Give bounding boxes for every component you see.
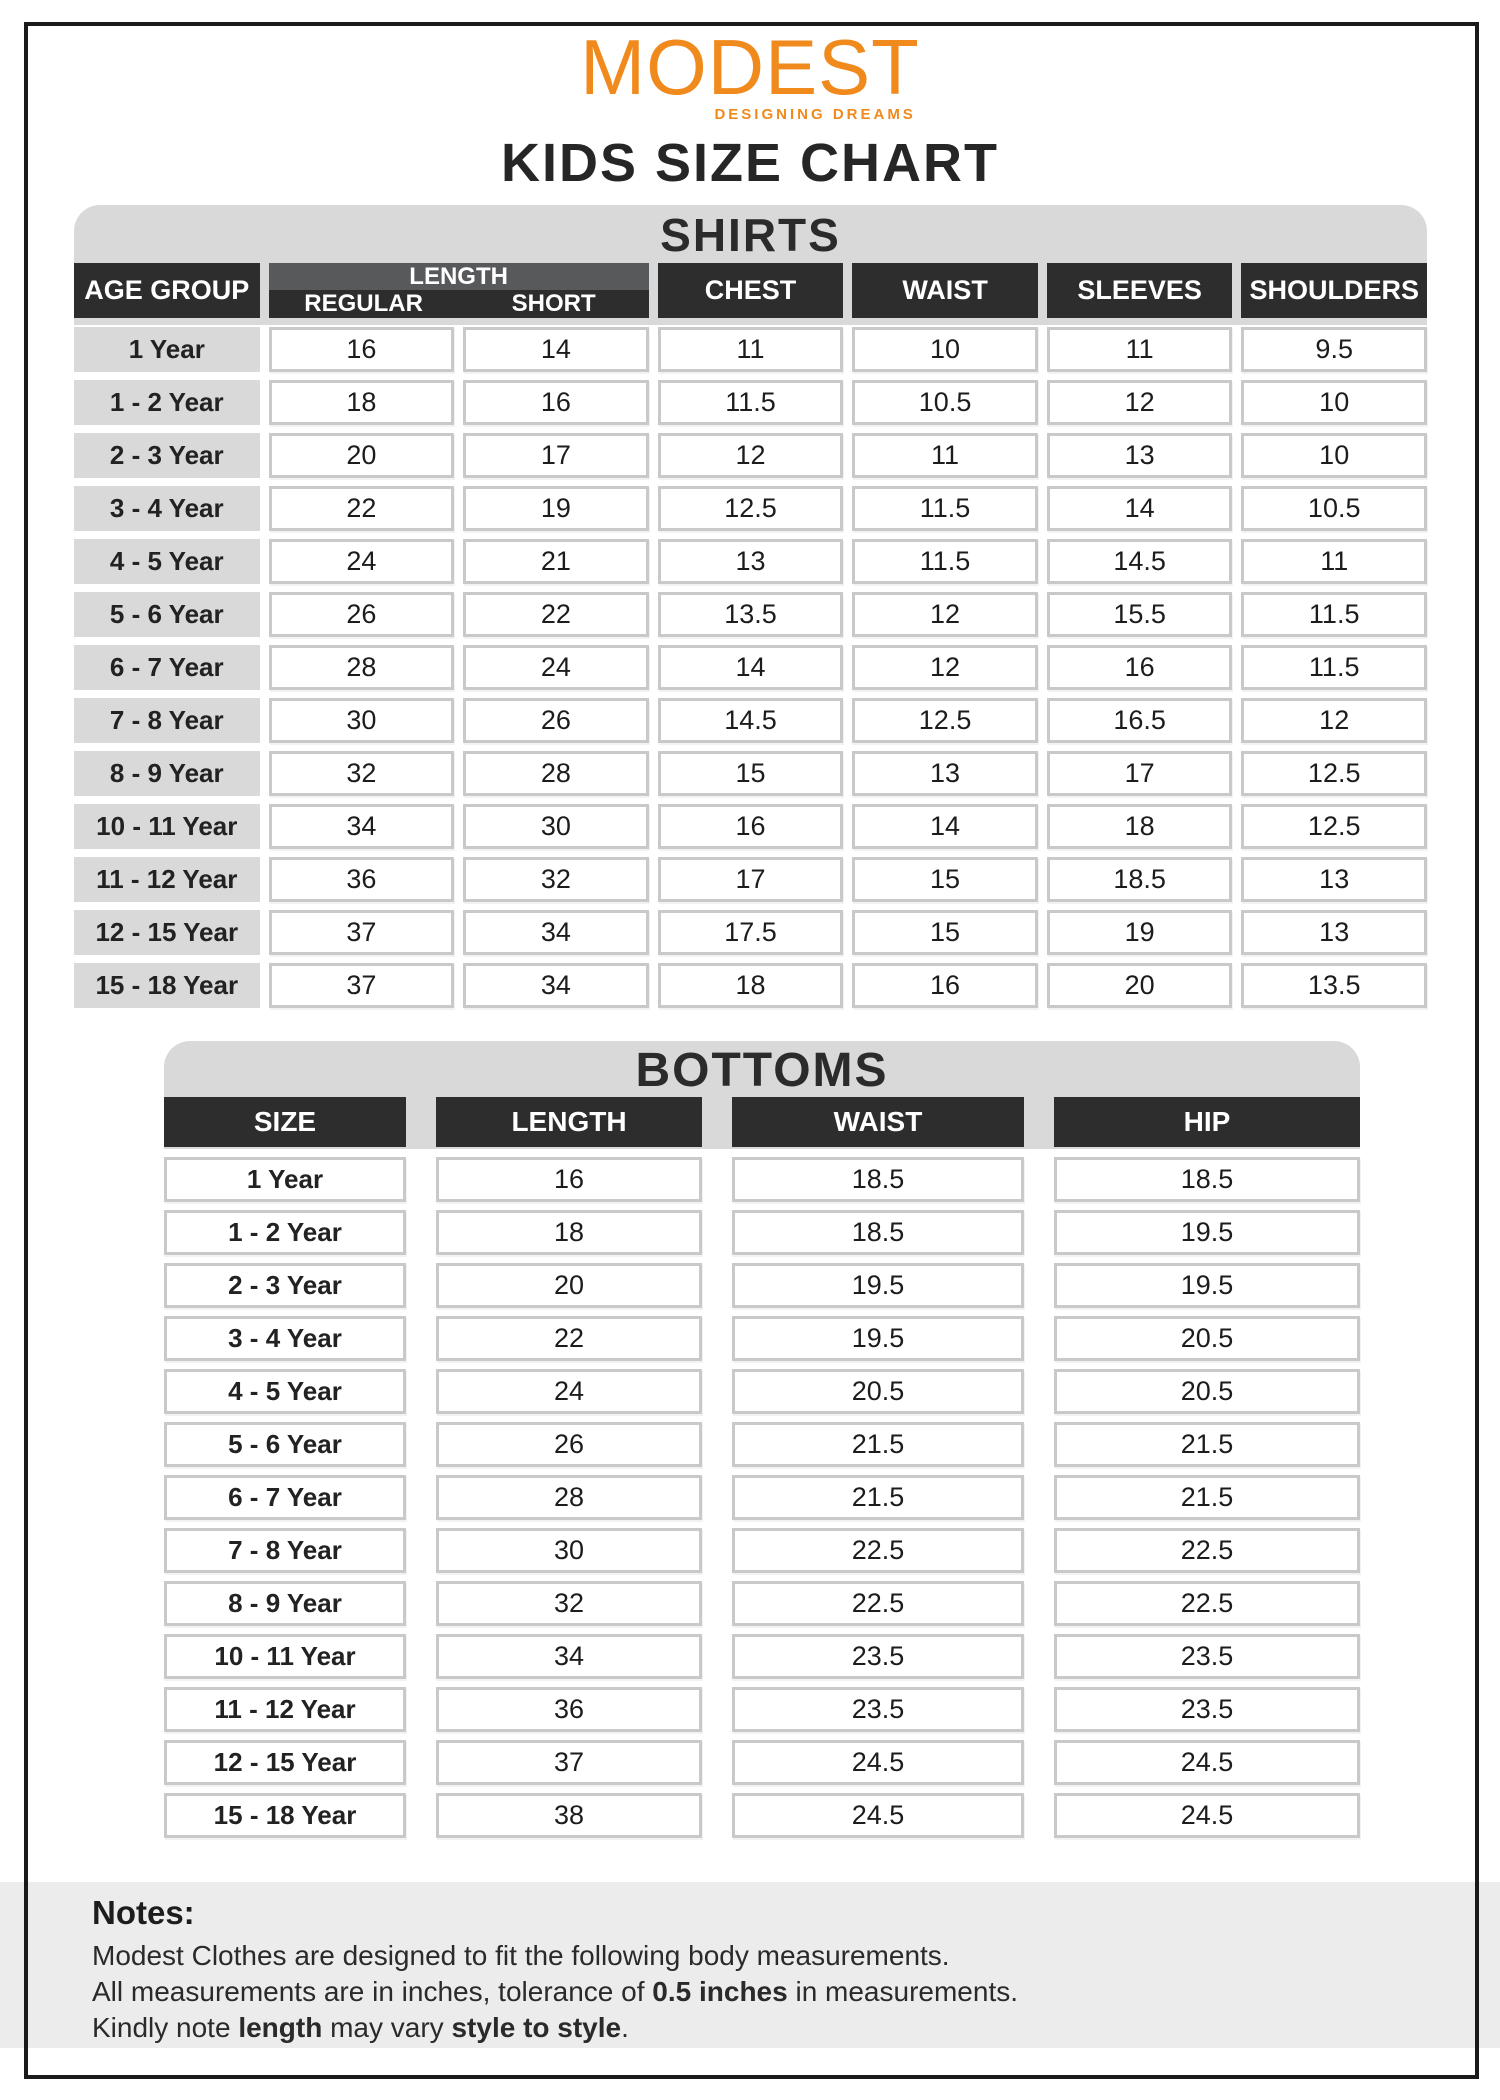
shirts-shoulders-cell: 10.5 <box>1241 486 1427 531</box>
bottoms-waist-cell: 18.5 <box>732 1210 1024 1255</box>
shirts-shoulders-cell: 11.5 <box>1241 592 1427 637</box>
shirts-regular-cell: 26 <box>269 592 455 637</box>
shirts-sleeves-cell: 16 <box>1047 645 1233 690</box>
shirts-short-cell: 14 <box>463 327 649 372</box>
shirts-waist-cell: 12 <box>852 645 1038 690</box>
shirts-regular-cell: 20 <box>269 433 455 478</box>
shirts-sleeves-cell: 19 <box>1047 910 1233 955</box>
bottoms-hip-cell: 24.5 <box>1054 1793 1360 1838</box>
bottoms-col-hip: HIP <box>1054 1097 1360 1147</box>
shirts-chest-cell: 16 <box>658 804 844 849</box>
bottoms-hip-cell: 22.5 <box>1054 1581 1360 1626</box>
bottoms-hip-cell: 23.5 <box>1054 1687 1360 1732</box>
bottoms-length-cell: 36 <box>436 1687 702 1732</box>
shirts-row <box>74 804 1427 849</box>
shirts-waist-cell: 12 <box>852 592 1038 637</box>
shirts-col-age-group: AGE GROUP <box>74 263 260 318</box>
shirts-waist-cell: 10.5 <box>852 380 1038 425</box>
shirts-regular-cell: 32 <box>269 751 455 796</box>
bottoms-waist-cell: 22.5 <box>732 1528 1024 1573</box>
shirts-waist-cell: 14 <box>852 804 1038 849</box>
shirts-sleeves-cell: 12 <box>1047 380 1233 425</box>
bottoms-waist-cell: 23.5 <box>732 1687 1024 1732</box>
shirts-short-cell: 22 <box>463 592 649 637</box>
notes-bold-text: length <box>238 2012 323 2043</box>
shirts-short-cell: 34 <box>463 963 649 1008</box>
shirts-chest-cell: 12.5 <box>658 486 844 531</box>
bottoms-row <box>164 1316 1360 1361</box>
bottoms-size-cell: 15 - 18 Year <box>164 1793 406 1838</box>
shirts-regular-cell: 28 <box>269 645 455 690</box>
shirts-header-row <box>74 263 1427 318</box>
shirts-regular-cell: 16 <box>269 327 455 372</box>
shirts-sleeves-cell: 14 <box>1047 486 1233 531</box>
shirts-short-cell: 26 <box>463 698 649 743</box>
shirts-chest-cell: 17 <box>658 857 844 902</box>
bottoms-waist-cell: 24.5 <box>732 1740 1024 1785</box>
bottoms-size-cell: 2 - 3 Year <box>164 1263 406 1308</box>
shirts-col-regular: REGULAR <box>304 290 423 317</box>
shirts-short-cell: 19 <box>463 486 649 531</box>
notes-text: All measurements are in inches, tolerance of <box>92 1976 653 2007</box>
bottoms-waist-cell: 19.5 <box>732 1316 1024 1361</box>
shirts-chest-cell: 11 <box>658 327 844 372</box>
shirts-sleeves-cell: 18 <box>1047 804 1233 849</box>
bottoms-size-cell: 1 Year <box>164 1157 406 1202</box>
shirts-shoulders-cell: 13 <box>1241 857 1427 902</box>
shirts-age-cell: 11 - 12 Year <box>74 857 260 902</box>
bottoms-length-cell: 20 <box>436 1263 702 1308</box>
bottoms-waist-cell: 21.5 <box>732 1422 1024 1467</box>
bottoms-size-cell: 11 - 12 Year <box>164 1687 406 1732</box>
shirts-row <box>74 751 1427 796</box>
shirts-waist-cell: 15 <box>852 910 1038 955</box>
bottoms-row <box>164 1157 1360 1202</box>
bottoms-length-cell: 18 <box>436 1210 702 1255</box>
shirts-waist-cell: 16 <box>852 963 1038 1008</box>
shirts-chest-cell: 12 <box>658 433 844 478</box>
notes-heading: Notes: <box>92 1894 195 1931</box>
notes-text: Kindly note <box>92 2012 239 2043</box>
shirts-sleeves-cell: 20 <box>1047 963 1233 1008</box>
shirts-age-cell: 7 - 8 Year <box>74 698 260 743</box>
shirts-waist-cell: 11.5 <box>852 539 1038 584</box>
bottoms-size-cell: 3 - 4 Year <box>164 1316 406 1361</box>
shirts-age-cell: 8 - 9 Year <box>74 751 260 796</box>
bottoms-row <box>164 1793 1360 1838</box>
shirts-col-waist: WAIST <box>852 263 1038 318</box>
bottoms-size-cell: 6 - 7 Year <box>164 1475 406 1520</box>
shirts-shoulders-cell: 12.5 <box>1241 751 1427 796</box>
shirts-age-cell: 2 - 3 Year <box>74 433 260 478</box>
bottoms-row <box>164 1687 1360 1732</box>
shirts-row <box>74 539 1427 584</box>
shirts-shoulders-cell: 10 <box>1241 433 1427 478</box>
bottoms-row <box>164 1369 1360 1414</box>
bottoms-length-cell: 38 <box>436 1793 702 1838</box>
bottoms-length-cell: 37 <box>436 1740 702 1785</box>
bottoms-hip-cell: 18.5 <box>1054 1157 1360 1202</box>
shirts-age-cell: 6 - 7 Year <box>74 645 260 690</box>
shirts-sleeves-cell: 14.5 <box>1047 539 1233 584</box>
bottoms-section-title: BOTTOMS <box>635 1044 889 1097</box>
notes-line-3 <box>92 2010 1380 2046</box>
shirts-waist-cell: 12.5 <box>852 698 1038 743</box>
shirts-short-cell: 21 <box>463 539 649 584</box>
shirts-sleeves-cell: 15.5 <box>1047 592 1233 637</box>
bottoms-length-cell: 34 <box>436 1634 702 1679</box>
bottoms-header-row <box>164 1097 1360 1147</box>
shirts-row <box>74 327 1427 372</box>
shirts-age-cell: 12 - 15 Year <box>74 910 260 955</box>
shirts-waist-cell: 11.5 <box>852 486 1038 531</box>
shirts-row <box>74 910 1427 955</box>
shirts-age-cell: 10 - 11 Year <box>74 804 260 849</box>
bottoms-waist-cell: 23.5 <box>732 1634 1024 1679</box>
shirts-col-short: SHORT <box>511 290 596 317</box>
shirts-short-cell: 28 <box>463 751 649 796</box>
shirts-shoulders-cell: 13.5 <box>1241 963 1427 1008</box>
shirts-waist-cell: 10 <box>852 327 1038 372</box>
shirts-sleeves-cell: 11 <box>1047 327 1233 372</box>
shirts-rows <box>74 327 1427 1008</box>
bottoms-size-cell: 1 - 2 Year <box>164 1210 406 1255</box>
shirts-regular-cell: 30 <box>269 698 455 743</box>
shirts-age-cell: 4 - 5 Year <box>74 539 260 584</box>
bottoms-size-cell: 7 - 8 Year <box>164 1528 406 1573</box>
shirts-chest-cell: 13.5 <box>658 592 844 637</box>
notes-text: in measurements. <box>787 1976 1019 2007</box>
shirts-regular-cell: 37 <box>269 963 455 1008</box>
bottoms-hip-cell: 19.5 <box>1054 1210 1360 1255</box>
shirts-age-cell: 5 - 6 Year <box>74 592 260 637</box>
shirts-age-cell: 3 - 4 Year <box>74 486 260 531</box>
shirts-age-cell: 15 - 18 Year <box>74 963 260 1008</box>
brand-logo-text: MODEST <box>580 23 920 111</box>
shirts-chest-cell: 11.5 <box>658 380 844 425</box>
bottoms-hip-cell: 23.5 <box>1054 1634 1360 1679</box>
shirts-row <box>74 645 1427 690</box>
shirts-col-chest: CHEST <box>658 263 844 318</box>
bottoms-hip-cell: 20.5 <box>1054 1316 1360 1361</box>
shirts-regular-cell: 36 <box>269 857 455 902</box>
bottoms-row <box>164 1528 1360 1573</box>
shirts-shoulders-cell: 11.5 <box>1241 645 1427 690</box>
bottoms-waist-cell: 24.5 <box>732 1793 1024 1838</box>
shirts-regular-cell: 24 <box>269 539 455 584</box>
shirts-sleeves-cell: 18.5 <box>1047 857 1233 902</box>
brand-logo <box>580 23 920 124</box>
notes-text: Modest Clothes are designed to fit the following body measurements. <box>92 1940 950 1971</box>
shirts-col-sleeves: SLEEVES <box>1047 263 1233 318</box>
shirts-short-cell: 32 <box>463 857 649 902</box>
bottoms-hip-cell: 24.5 <box>1054 1740 1360 1785</box>
bottoms-hip-cell: 21.5 <box>1054 1422 1360 1467</box>
notes-section <box>0 1882 1500 2048</box>
shirts-chest-cell: 17.5 <box>658 910 844 955</box>
shirts-row <box>74 698 1427 743</box>
bottoms-size-cell: 5 - 6 Year <box>164 1422 406 1467</box>
bottoms-col-waist: WAIST <box>732 1097 1024 1147</box>
shirts-short-cell: 16 <box>463 380 649 425</box>
shirts-shoulders-cell: 9.5 <box>1241 327 1427 372</box>
notes-bold-text: style to style <box>451 2012 622 2043</box>
shirts-short-cell: 34 <box>463 910 649 955</box>
bottoms-length-cell: 16 <box>436 1157 702 1202</box>
bottoms-hip-cell: 19.5 <box>1054 1263 1360 1308</box>
shirts-regular-cell: 18 <box>269 380 455 425</box>
shirts-shoulders-cell: 12.5 <box>1241 804 1427 849</box>
header <box>0 23 1500 194</box>
page-title: KIDS SIZE CHART <box>500 133 1000 194</box>
bottoms-row <box>164 1475 1360 1520</box>
shirts-age-cell: 1 Year <box>74 327 260 372</box>
shirts-sleeves-cell: 16.5 <box>1047 698 1233 743</box>
bottoms-row <box>164 1210 1360 1255</box>
bottoms-rows <box>164 1157 1360 1838</box>
shirts-chest-cell: 14 <box>658 645 844 690</box>
shirts-col-length: LENGTH <box>269 263 649 290</box>
bottoms-row <box>164 1634 1360 1679</box>
shirts-row <box>74 963 1427 1008</box>
bottoms-length-cell: 24 <box>436 1369 702 1414</box>
shirts-shoulders-cell: 10 <box>1241 380 1427 425</box>
bottoms-length-cell: 32 <box>436 1581 702 1626</box>
shirts-short-cell: 24 <box>463 645 649 690</box>
shirts-sleeves-cell: 13 <box>1047 433 1233 478</box>
shirts-col-shoulders: SHOULDERS <box>1241 263 1427 318</box>
bottoms-size-cell: 10 - 11 Year <box>164 1634 406 1679</box>
bottoms-waist-cell: 22.5 <box>732 1581 1024 1626</box>
shirts-chest-cell: 15 <box>658 751 844 796</box>
shirts-waist-cell: 13 <box>852 751 1038 796</box>
shirts-row <box>74 433 1427 478</box>
shirts-sleeves-cell: 17 <box>1047 751 1233 796</box>
bottoms-length-cell: 26 <box>436 1422 702 1467</box>
bottoms-row <box>164 1422 1360 1467</box>
notes-line-2 <box>92 1974 1380 2010</box>
shirts-col-length-subrow <box>269 290 649 318</box>
bottoms-length-cell: 22 <box>436 1316 702 1361</box>
bottoms-col-size: SIZE <box>164 1097 406 1147</box>
bottoms-length-cell: 30 <box>436 1528 702 1573</box>
shirts-regular-cell: 22 <box>269 486 455 531</box>
bottoms-row <box>164 1740 1360 1785</box>
shirts-age-cell: 1 - 2 Year <box>74 380 260 425</box>
bottoms-waist-cell: 20.5 <box>732 1369 1024 1414</box>
shirts-waist-cell: 15 <box>852 857 1038 902</box>
notes-line-1 <box>92 1938 1380 1974</box>
shirts-chest-cell: 18 <box>658 963 844 1008</box>
bottoms-size-cell: 12 - 15 Year <box>164 1740 406 1785</box>
shirts-row <box>74 380 1427 425</box>
shirts-shoulders-cell: 11 <box>1241 539 1427 584</box>
shirts-chest-cell: 13 <box>658 539 844 584</box>
bottoms-length-cell: 28 <box>436 1475 702 1520</box>
bottoms-hip-cell: 21.5 <box>1054 1475 1360 1520</box>
bottoms-col-length: LENGTH <box>436 1097 702 1147</box>
shirts-col-length-group <box>269 263 649 318</box>
notes-text: . <box>621 2012 629 2043</box>
shirts-shoulders-cell: 12 <box>1241 698 1427 743</box>
bottoms-size-cell: 8 - 9 Year <box>164 1581 406 1626</box>
bottoms-hip-cell: 22.5 <box>1054 1528 1360 1573</box>
shirts-chest-cell: 14.5 <box>658 698 844 743</box>
bottoms-size-cell: 4 - 5 Year <box>164 1369 406 1414</box>
shirts-section <box>74 205 1427 1016</box>
bottoms-waist-cell: 18.5 <box>732 1157 1024 1202</box>
notes-bold-text: 0.5 inches <box>652 1976 788 2007</box>
bottoms-waist-cell: 19.5 <box>732 1263 1024 1308</box>
shirts-short-cell: 30 <box>463 804 649 849</box>
shirts-regular-cell: 37 <box>269 910 455 955</box>
shirts-row <box>74 857 1427 902</box>
bottoms-row <box>164 1581 1360 1626</box>
bottoms-waist-cell: 21.5 <box>732 1475 1024 1520</box>
bottoms-section <box>164 1041 1360 1846</box>
bottoms-hip-cell: 20.5 <box>1054 1369 1360 1414</box>
shirts-shoulders-cell: 13 <box>1241 910 1427 955</box>
notes-text: may vary <box>322 2012 452 2043</box>
shirts-section-title: SHIRTS <box>660 209 841 261</box>
shirts-short-cell: 17 <box>463 433 649 478</box>
bottoms-row <box>164 1263 1360 1308</box>
shirts-regular-cell: 34 <box>269 804 455 849</box>
shirts-row <box>74 592 1427 637</box>
shirts-row <box>74 486 1427 531</box>
brand-tagline: DESIGNING DREAMS <box>714 106 916 124</box>
shirts-waist-cell: 11 <box>852 433 1038 478</box>
